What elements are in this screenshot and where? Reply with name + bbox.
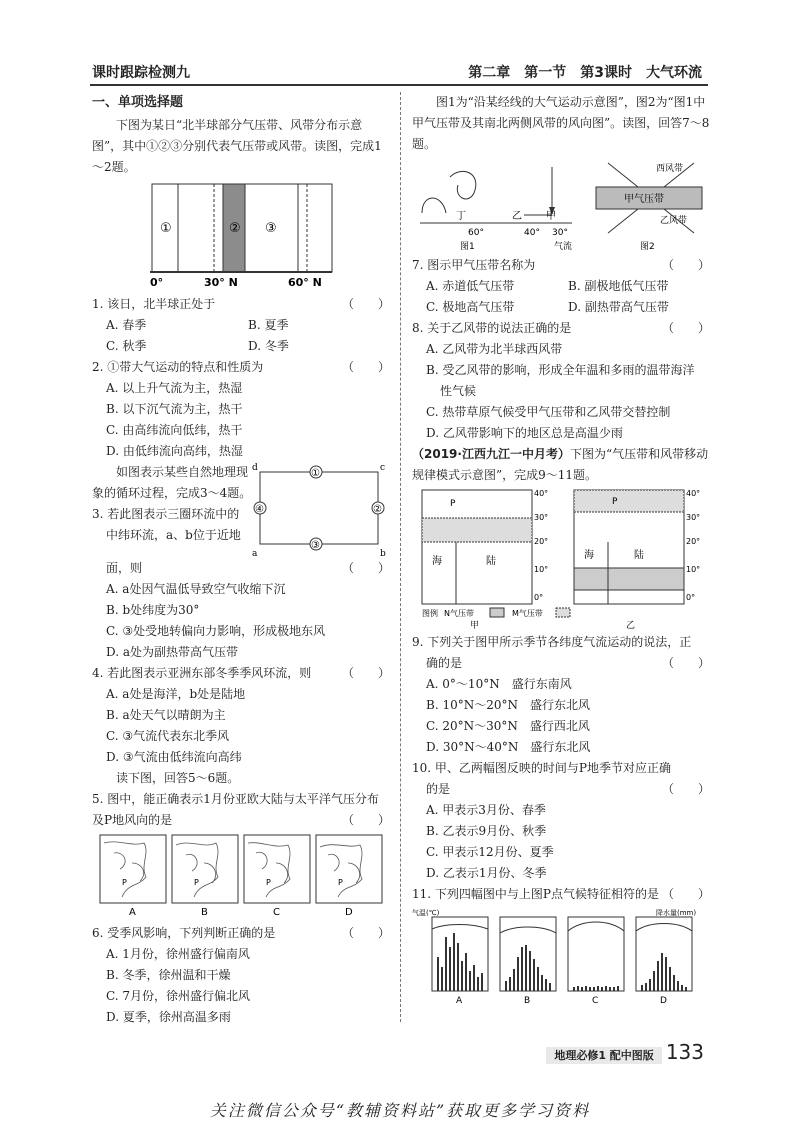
fig5-jia-l40: 40°	[534, 489, 549, 498]
q10-stem-1	[412, 758, 710, 779]
climate-c-frame	[568, 917, 624, 991]
fig2-c4: ④	[255, 504, 264, 515]
climate-b[interactable]	[500, 917, 556, 1006]
fig5-legend-m-swatch	[556, 608, 570, 617]
q4-stem	[92, 663, 390, 684]
intro-q3-4: 如图表示某些自然地理现象的循环过程，完成3～4题。	[92, 465, 252, 500]
map-c-frame	[244, 835, 310, 903]
fig2-loop	[260, 472, 378, 544]
intro-q9-11-text: 下图为“气压带和风带移动规律模式示意图”，完成9～11题。	[412, 447, 709, 482]
q9-stem-1	[412, 632, 710, 653]
q6-opt-b[interactable]: B. 冬季，徐州温和干燥	[106, 968, 231, 982]
fig1-tick-30: 30° N	[204, 276, 238, 289]
fig4-ding: 丁	[456, 211, 466, 222]
q1-opt-c[interactable]: C. 秋季	[106, 339, 147, 353]
q1-paren: （ ）	[341, 297, 390, 311]
left-column	[92, 92, 390, 1028]
q5-stem-text: 5. 图中，能正确表示1月份亚欧大陆与太平洋气压分布及P地风向的是	[92, 792, 379, 827]
q3-stem-1: 3. 若此图表示三圈环流中的	[92, 507, 240, 521]
q6-opt-a[interactable]: A. 1月份，徐州盛行偏南风	[106, 947, 250, 961]
map-c-p: P	[266, 878, 271, 887]
figure-pressure-maps	[92, 833, 390, 921]
map-b[interactable]	[172, 835, 238, 918]
q10-opt-b[interactable]: B. 乙表示9月份、秋季	[426, 824, 547, 838]
fig5-yi-l20: 20°	[686, 537, 701, 546]
fig4-l40: 40°	[524, 228, 540, 238]
fig5-yi	[574, 489, 700, 604]
climate-d-frame	[636, 917, 692, 991]
q1-opt-a[interactable]: A. 春季	[106, 318, 147, 332]
q2-stem	[92, 357, 390, 378]
page-number-block	[546, 1040, 704, 1064]
fig5-yi-n-belt	[574, 568, 684, 590]
climate-d-bars	[642, 953, 686, 991]
map-a-p: P	[122, 878, 127, 887]
map-d[interactable]	[316, 835, 382, 918]
q10-paren: （ ）	[661, 782, 710, 796]
fig2-b: b	[380, 549, 386, 558]
q3-stem-2: 中纬环流，a、b位于近地	[106, 528, 241, 542]
figure-pressure-belts	[92, 180, 390, 292]
intro-q9-11	[412, 444, 710, 486]
q9-opt-c[interactable]: C. 20°N～30°N 盛行西北风	[426, 719, 590, 733]
fig2-c2: ②	[373, 504, 382, 515]
q9-stem-2-text: 确的是	[426, 656, 463, 670]
climate-b-frame	[500, 917, 556, 991]
fig4-airflow: 气流	[554, 242, 573, 252]
fig5-yi-m-belt	[574, 490, 684, 512]
q7-paren: （ ）	[661, 258, 710, 272]
fig4-g2: 图2	[640, 242, 655, 252]
q7-opt-b[interactable]: B. 副极地低气压带	[568, 279, 669, 293]
q6-paren: （ ）	[341, 926, 390, 940]
q4-opt-c[interactable]: C. ③气流代表东北季风	[106, 729, 230, 743]
fig4-arrow3	[608, 209, 638, 233]
q6-opt-c[interactable]: C. 7月份，徐州盛行偏北风	[106, 989, 251, 1003]
q10-opt-a[interactable]: A. 甲表示3月份、春季	[426, 803, 546, 817]
fig1-zone2: ②	[229, 221, 241, 236]
map-a-frame	[100, 835, 166, 903]
q8-opt-d[interactable]: D. 乙风带影响下的地区总是高温少雨	[426, 426, 623, 440]
fig5-jia	[422, 489, 548, 604]
fig5-yi-p: P	[612, 497, 618, 507]
fig6-yl: 气温(℃)	[412, 909, 440, 917]
climate-a-bars	[438, 933, 482, 991]
fig2-a: a	[252, 549, 258, 558]
map-b-isobars	[176, 843, 218, 897]
fig2-c1: ①	[311, 468, 320, 479]
fig1-tick-60: 60° N	[288, 276, 322, 289]
q11-stem	[412, 884, 710, 905]
fig4-l60: 60°	[468, 228, 484, 238]
q3-4-block	[92, 462, 390, 558]
q8-opt-b[interactable]: B. 受乙风带的影响，形成全年温和多雨的温带海洋	[426, 363, 695, 377]
q3-opt-a[interactable]: A. a处因气温低导致空气收缩下沉	[106, 582, 286, 596]
header-right-title: 第二章 第一节 第3课时 大气环流	[468, 65, 702, 81]
q3-opt-c[interactable]: C. ③处受地转偏向力影响，形成极地东风	[106, 624, 326, 638]
climate-b-bars	[506, 945, 550, 991]
q7-opt-d[interactable]: D. 副热带高气压带	[568, 300, 669, 314]
fig1-zone1: ①	[160, 221, 172, 236]
q7-options-ab	[412, 276, 710, 297]
fig4-graph2	[596, 162, 702, 252]
fig5-jia-l20: 20°	[534, 537, 549, 546]
q8-opt-c[interactable]: C. 热带草原气候受甲气压带和乙风带交替控制	[426, 405, 671, 419]
q7-opt-a[interactable]: A. 赤道低气压带	[426, 279, 515, 293]
q11-paren: （ ）	[661, 887, 710, 901]
q1-stem-text: 1. 该日，北半球正处于	[92, 297, 216, 311]
map-a-label: A	[129, 907, 136, 918]
q5-paren: （ ）	[341, 813, 390, 827]
fig5-jia-frame	[422, 490, 532, 604]
q9-stem-2	[412, 653, 710, 674]
intro-q7-8: 图1为“沿某经线的大气运动示意图”，图2为“图1中甲气压带及其南北两侧风带的风向图”。读图，回答7～8题。	[412, 95, 710, 151]
fig5-legend-m: M气压带	[512, 609, 543, 618]
page-number: 133	[665, 1040, 704, 1064]
climate-c[interactable]	[568, 917, 624, 1006]
q10-opt-c[interactable]: C. 甲表示12月份、夏季	[426, 845, 554, 859]
fig4-arrow1	[608, 163, 638, 187]
q4-stem-text: 4. 若此图表示亚洲东部冬季季风环流，则	[92, 666, 312, 680]
figure-climate-charts	[412, 907, 710, 1007]
map-b-frame	[172, 835, 238, 903]
q3-stem-3	[92, 558, 390, 579]
climate-c-temp	[568, 922, 624, 931]
header-rule	[90, 84, 708, 86]
q8-opt-a[interactable]: A. 乙风带为北半球西风带	[426, 342, 563, 356]
q2-opt-d[interactable]: D. 由低纬流向高纬，热湿	[106, 444, 243, 458]
fig5-jia-p: P	[450, 499, 456, 509]
q2-opt-b[interactable]: B. 以下沉气流为主，热干	[106, 402, 243, 416]
q11-stem-text: 11. 下列四幅图中与上图P点气候特征相符的是	[412, 887, 659, 901]
source-tag: （2019·江西九江一中月考）	[412, 447, 570, 461]
climate-a[interactable]	[432, 917, 488, 1006]
fig4-west: 西风带	[656, 164, 684, 174]
map-a[interactable]	[100, 835, 166, 918]
map-c-label: C	[273, 907, 280, 918]
fig1-zone3: ③	[265, 221, 277, 236]
fig5-legend-label: 图例	[422, 609, 438, 618]
intro-q1-2: 下图为某日“北半球部分气压带、风带分布示意图”，其中①②③分别代表气压带或风带。读图，完成1～2题。	[92, 118, 382, 174]
fig5-legend-n: N气压带	[444, 609, 474, 618]
fig5-yi-l30: 30°	[686, 513, 701, 522]
q3-opt-b[interactable]: B. b处纬度为30°	[106, 603, 200, 617]
fig5-legend-n-swatch	[490, 608, 504, 617]
right-column	[412, 92, 710, 1009]
q5-stem	[92, 789, 390, 831]
climate-d[interactable]	[636, 917, 692, 1006]
q4-paren: （ ）	[341, 666, 390, 680]
climate-a-label: A	[456, 996, 463, 1006]
q10-stem-2-text: 的是	[426, 782, 451, 796]
q2-paren: （ ）	[341, 360, 390, 374]
q3-paren: （ ）	[341, 561, 390, 575]
q2-stem-text: 2. ①带大气运动的特点和性质为	[92, 360, 264, 374]
fig5-jia-m-belt	[422, 518, 532, 542]
q6-stem	[92, 923, 390, 944]
header-left-title: 课时跟踪检测九	[92, 65, 190, 81]
fig5-yi-l0: 0°	[686, 593, 696, 602]
fig5-yi-l10: 10°	[686, 565, 701, 574]
fig5-jia-sea: 海	[432, 556, 442, 567]
figure-airflow	[412, 157, 710, 253]
fig1-tick-0: 0°	[150, 276, 164, 289]
climate-c-label: C	[592, 996, 599, 1006]
column-divider	[400, 92, 401, 1022]
fig4-l30: 30°	[552, 228, 568, 238]
fig4-jia: 甲	[546, 211, 556, 222]
map-d-isobars	[320, 845, 362, 897]
climate-b-label: B	[524, 996, 531, 1006]
footer-note: 关注微信公众号“教辅资料站”获取更多学习资料	[209, 1101, 591, 1120]
q2-opt-a[interactable]: A. 以上升气流为主，热湿	[106, 381, 243, 395]
fig2-c3: ③	[311, 540, 320, 551]
q1-options-cd	[92, 336, 390, 357]
map-d-p: P	[338, 878, 343, 887]
q4-opt-b[interactable]: B. a处天气以晴朗为主	[106, 708, 226, 722]
fig2-d: d	[252, 463, 258, 473]
intro-q5-6: 读下图，回答5～6题。	[116, 771, 240, 785]
q6-stem-text: 6. 受季风影响，下列判断正确的是	[92, 926, 276, 940]
climate-b-temp	[500, 927, 556, 933]
fig5-jia-l0: 0°	[534, 593, 544, 602]
q3-stem-3-text: 面，则	[106, 561, 143, 575]
fig4-press: 甲气压带	[624, 194, 664, 205]
fig4-g1: 图1	[460, 242, 475, 252]
q8-stem	[412, 318, 710, 339]
section-title: 一、单项选择题	[92, 95, 184, 110]
climate-c-bars	[574, 986, 618, 991]
fig2-c: c	[380, 463, 386, 473]
q6-opt-d[interactable]: D. 夏季，徐州高温多雨	[106, 1010, 231, 1024]
fig5-yi-land: 陆	[634, 550, 644, 561]
fig5-yi-label: 乙	[626, 621, 636, 630]
q2-opt-c[interactable]: C. 由高纬流向低纬，热干	[106, 423, 243, 437]
fig6-yr: 降水量(mm)	[656, 909, 697, 917]
q1-stem	[92, 294, 390, 315]
q10-stem-2	[412, 779, 710, 800]
q10-opt-d[interactable]: D. 乙表示1月份、冬季	[426, 866, 547, 880]
q7-options-cd	[412, 297, 710, 318]
fig4-yi: 乙	[512, 211, 522, 222]
fig4-graph1	[420, 167, 572, 252]
q8-stem-text: 8. 关于乙风带的说法正确的是	[412, 321, 572, 335]
map-b-p: P	[194, 878, 199, 887]
q1-opt-d[interactable]: D. 冬季	[248, 339, 289, 353]
q9-opt-a[interactable]: A. 0°～10°N 盛行东南风	[426, 677, 572, 691]
fig5-jia-l10: 10°	[534, 565, 549, 574]
q9-opt-d[interactable]: D. 30°N～40°N 盛行东北风	[426, 740, 591, 754]
q7-opt-c[interactable]: C. 极地高气压带	[426, 300, 515, 314]
fig5-yi-sea: 海	[584, 550, 594, 561]
map-d-label: D	[345, 907, 353, 918]
figure-circulation-loop	[252, 462, 390, 558]
q7-stem	[412, 255, 710, 276]
q4-opt-a[interactable]: A. a处是海洋，b处是陆地	[106, 687, 246, 701]
q1-opt-b[interactable]: B. 夏季	[248, 318, 289, 332]
q8-opt-b-cont: 性气候	[440, 384, 477, 398]
q7-stem-text: 7. 图示甲气压带名称为	[412, 258, 536, 272]
climate-d-label: D	[660, 996, 667, 1006]
figure-belt-migration	[412, 488, 710, 630]
climate-d-temp	[636, 924, 692, 932]
q3-opt-d[interactable]: D. a处为副热带高气压带	[106, 645, 238, 659]
book-label: 地理必修1 配中图版	[546, 1047, 661, 1064]
q8-paren: （ ）	[661, 321, 710, 335]
map-c-isobars	[248, 843, 290, 897]
map-a-isobars	[104, 842, 146, 897]
q4-opt-d[interactable]: D. ③气流由低纬流向高纬	[106, 750, 242, 764]
fig4-loops	[422, 171, 476, 213]
fig4-ywind: 乙风带	[660, 216, 688, 226]
map-c[interactable]	[244, 835, 310, 918]
q1-options-ab	[92, 315, 390, 336]
fig5-jia-l30: 30°	[534, 513, 549, 522]
q9-stem-1-text: 9. 下列关于图甲所示季节各纬度气流运动的说法，正	[412, 635, 692, 649]
map-b-label: B	[201, 907, 208, 918]
climate-a-frame	[432, 917, 488, 991]
fig5-yi-l40: 40°	[686, 489, 701, 498]
q3-4-text	[92, 462, 252, 558]
q9-opt-b[interactable]: B. 10°N～20°N 盛行东北风	[426, 698, 590, 712]
q10-stem-1-text: 10. 甲、乙两幅图反映的时间与P地季节对应正确	[412, 761, 671, 775]
fig5-jia-land: 陆	[486, 556, 496, 567]
q9-paren: （ ）	[661, 656, 710, 670]
climate-a-temp	[432, 925, 488, 930]
fig5-jia-label: 甲	[470, 621, 480, 630]
